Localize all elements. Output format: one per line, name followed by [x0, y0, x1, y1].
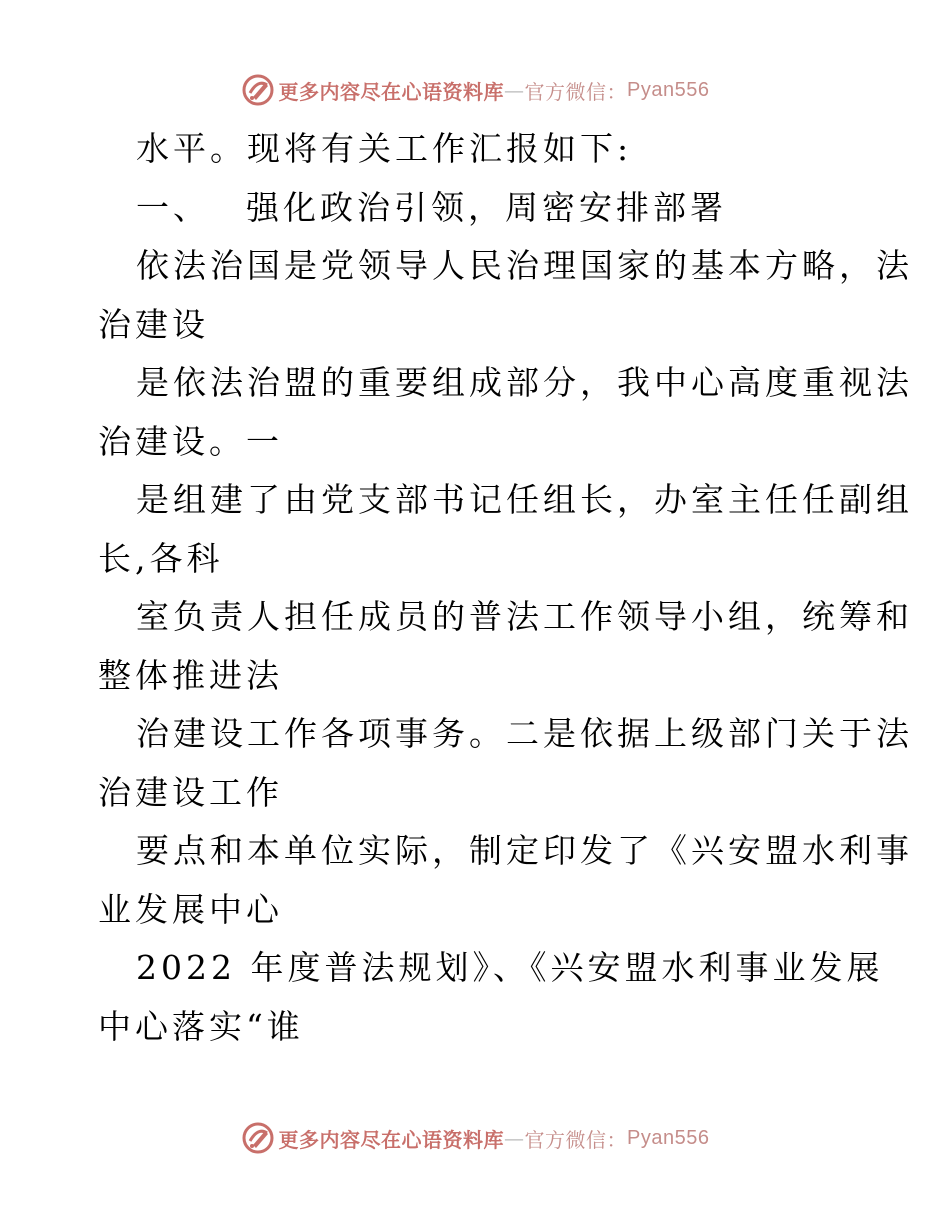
paragraph-line: 水平。现将有关工作汇报如下: — [136, 129, 633, 168]
section-heading — [98, 179, 858, 238]
watermark-site-text: 更多内容尽在心语资料库 — [278, 1127, 505, 1152]
watermark-separator: — — [504, 1126, 525, 1150]
footer-watermark — [0, 1118, 950, 1158]
paragraph-line: 业发展中心 — [98, 889, 283, 929]
header-watermark — [0, 70, 950, 110]
watermark-wechat-label: 官方微信： — [524, 1127, 628, 1152]
paragraph-line: 整体推进法 — [98, 655, 283, 695]
paragraph-line: 治建设工作各项事务。二是依据上级部门关于法 — [136, 714, 913, 753]
logo-icon — [241, 1121, 275, 1155]
watermark-wechat-id: Pyan556 — [627, 1126, 710, 1149]
paragraph-line: 是组建了由党支部书记任组长，办室主任任副组 — [136, 480, 913, 519]
paragraph-line: 是依法治盟的重要组成部分，我中心高度重视法 — [136, 363, 913, 402]
paragraph-line: 要点和本单位实际，制定印发了《兴安盟水利事 — [136, 831, 913, 870]
watermark-site-text: 更多内容尽在心语资料库 — [278, 79, 505, 104]
paragraph-line: 治建设 — [98, 304, 209, 344]
logo-icon — [241, 73, 275, 107]
paragraph-line: 治建设工作 — [98, 772, 283, 812]
paragraph-line: 2022 年度普法规划》、《兴安盟水利事业发展 — [136, 948, 884, 987]
document-body — [98, 120, 913, 1056]
paragraph-line: 长,各科 — [98, 538, 224, 578]
watermark-wechat-label: 官方微信： — [524, 79, 628, 104]
heading-title: 强化政治引领，周密安排部署 — [246, 187, 727, 227]
heading-number: 一、 — [136, 187, 210, 227]
paragraph-line: 治建设。一 — [98, 421, 283, 461]
paragraph-line: 依法治国是党领导人民治理国家的基本方略，法 — [136, 246, 913, 285]
watermark-wechat-id: Pyan556 — [627, 78, 710, 101]
watermark-separator: — — [504, 78, 525, 102]
paragraph-line: 室负责人担任成员的普法工作领导小组，统筹和 — [136, 597, 913, 636]
paragraph-line: 中心落实“谁 — [98, 1006, 304, 1046]
